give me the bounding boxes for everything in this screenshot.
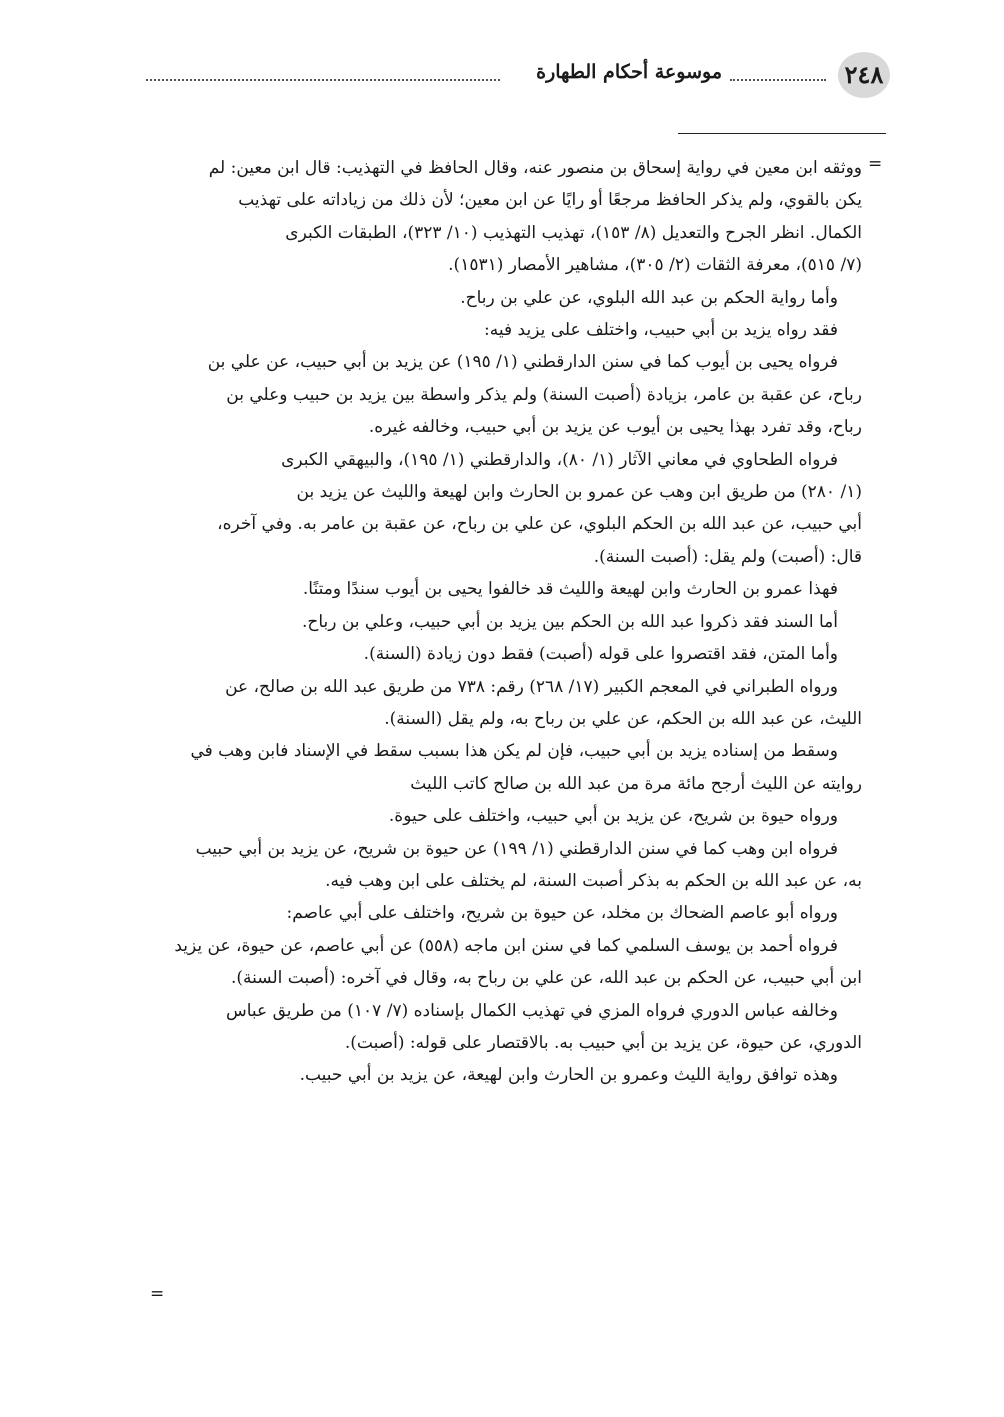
text-line: قال: (أصبت) ولم يقل: (أصبت السنة). <box>593 546 862 567</box>
text-line: فرواه أحمد بن يوسف السلمي كما في سنن ابن ماجه (٥٥٨) عن أبي عاصم، عن حيوة، عن يزيد <box>174 935 838 956</box>
text-line: وهذه توافق رواية الليث وعمرو بن الحارث وابن لهيعة، عن يزيد بن أبي حبيب. <box>299 1065 838 1086</box>
footnote-body <box>147 152 862 1092</box>
header-dotted-leader-right <box>730 79 826 81</box>
book-title: موسوعة أحكام الطهارة <box>536 61 722 83</box>
text-line: وخالفه عباس الدوري فرواه المزي في تهذيب الكمال بإسناده (٧/ ١٠٧) من طريق عباس <box>226 1000 838 1021</box>
text-line: به، عن عبد الله بن الحكم به بذكر أصبت السنة، لم يختلف على ابن وهب فيه. <box>325 870 862 891</box>
text-line: الليث، عن عبد الله بن الحكم، عن علي بن رباح به، ولم يقل (السنة). <box>384 708 862 729</box>
text-line: فقد رواه يزيد بن أبي حبيب، واختلف على يزيد فيه: <box>484 320 838 341</box>
text-line: فرواه ابن وهب كما في سنن الدارقطني (١/ ١٩٩) عن حيوة بن شريح، عن يزيد بن أبي حبيب <box>195 838 838 859</box>
text-line: رباح، عن عقبة بن عامر، بزيادة (أصبت السنة) ولم يذكر واسطة بين يزيد بن حبيب وعلي بن <box>226 384 862 405</box>
text-line: فرواه الطحاوي في معاني الآثار (١/ ٨٠)، والدارقطني (١/ ١٩٥)، والبيهقي الكبرى <box>281 449 838 470</box>
page-number: ٢٤٨ <box>838 52 890 98</box>
text-line: وأما المتن، فقد اقتصروا على قوله (أصبت) فقط دون زيادة (السنة). <box>363 644 838 665</box>
text-line: (٧/ ٥١٥)، معرفة الثقات (٢/ ٣٠٥)، مشاهير الأمصار (١٥٣١). <box>448 255 862 276</box>
text-line: ورواه أبو عاصم الضحاك بن مخلد، عن حيوة بن شريح، واختلف على أبي عاصم: <box>286 903 838 924</box>
text-line: وأما رواية الحكم بن عبد الله البلوي، عن علي بن رباح. <box>460 287 838 308</box>
text-line: أما السند فقد ذكروا عبد الله بن الحكم بين يزيد بن أبي حبيب، وعلي بن رباح. <box>301 611 838 632</box>
text-line: يكن بالقوي، ولم يذكر الحافظ مرجعًا أو رايًا عن ابن معين؛ لأن ذلك من زياداته على تهذيب <box>238 190 862 211</box>
continuation-mark-top: = <box>868 154 883 174</box>
footnote-separator <box>678 133 886 134</box>
text-line: ورواه حيوة بن شريح، عن يزيد بن أبي حبيب، واختلف على حيوة. <box>388 806 838 827</box>
text-line: ورواه الطبراني في المعجم الكبير (١٧/ ٢٦٨) رقم: ٧٣٨ من طريق عبد الله بن صالح، عن <box>225 676 838 697</box>
continuation-mark-bottom: = <box>150 1284 165 1304</box>
text-line: رباح، وقد تفرد بهذا يحيى بن أيوب عن يزيد بن أبي حبيب، وخالفه غيره. <box>368 417 862 438</box>
text-line: الكمال. انظر الجرح والتعديل (٨/ ١٥٣)، تهذيب التهذيب (١٠/ ٣٢٣)، الطبقات الكبرى <box>285 222 862 243</box>
text-line: فهذا عمرو بن الحارث وابن لهيعة والليث قد خالفوا يحيى بن أيوب سندًا ومتنًا. <box>302 579 838 600</box>
text-line: وسقط من إسناده يزيد بن أبي حبيب، فإن لم يكن هذا بسبب سقط في الإسناد فابن وهب في <box>190 741 838 762</box>
text-line: روايته عن الليث أرجح مائة مرة من عبد الله بن صالح كاتب الليث <box>410 773 862 794</box>
text-line: ووثقه ابن معين في رواية إسحاق بن منصور عنه، وقال الحافظ في التهذيب: قال ابن معين: لم <box>208 158 862 178</box>
header-dotted-leader-left <box>146 79 500 81</box>
text-line: فرواه يحيى بن أيوب كما في سنن الدارقطني (١/ ١٩٥) عن يزيد بن أبي حبيب، عن علي بن <box>207 352 838 373</box>
text-line: (١/ ٢٨٠) من طريق ابن وهب عن عمرو بن الحارث وابن لهيعة والليث عن يزيد بن <box>296 482 862 503</box>
text-line: ابن أبي حبيب، عن الحكم بن عبد الله، عن علي بن رباح به، وقال في آخره: (أصبت السنة). <box>231 968 862 989</box>
text-line: أبي حبيب، عن عبد الله بن الحكم البلوي، عن علي بن رباح، عن عقبة بن عامر به. وفي آخره، <box>217 514 862 535</box>
page-header <box>140 52 890 98</box>
text-line: الدوري، عن حيوة، عن يزيد بن أبي حبيب به. بالاقتصار على قوله: (أصبت). <box>344 1032 862 1053</box>
